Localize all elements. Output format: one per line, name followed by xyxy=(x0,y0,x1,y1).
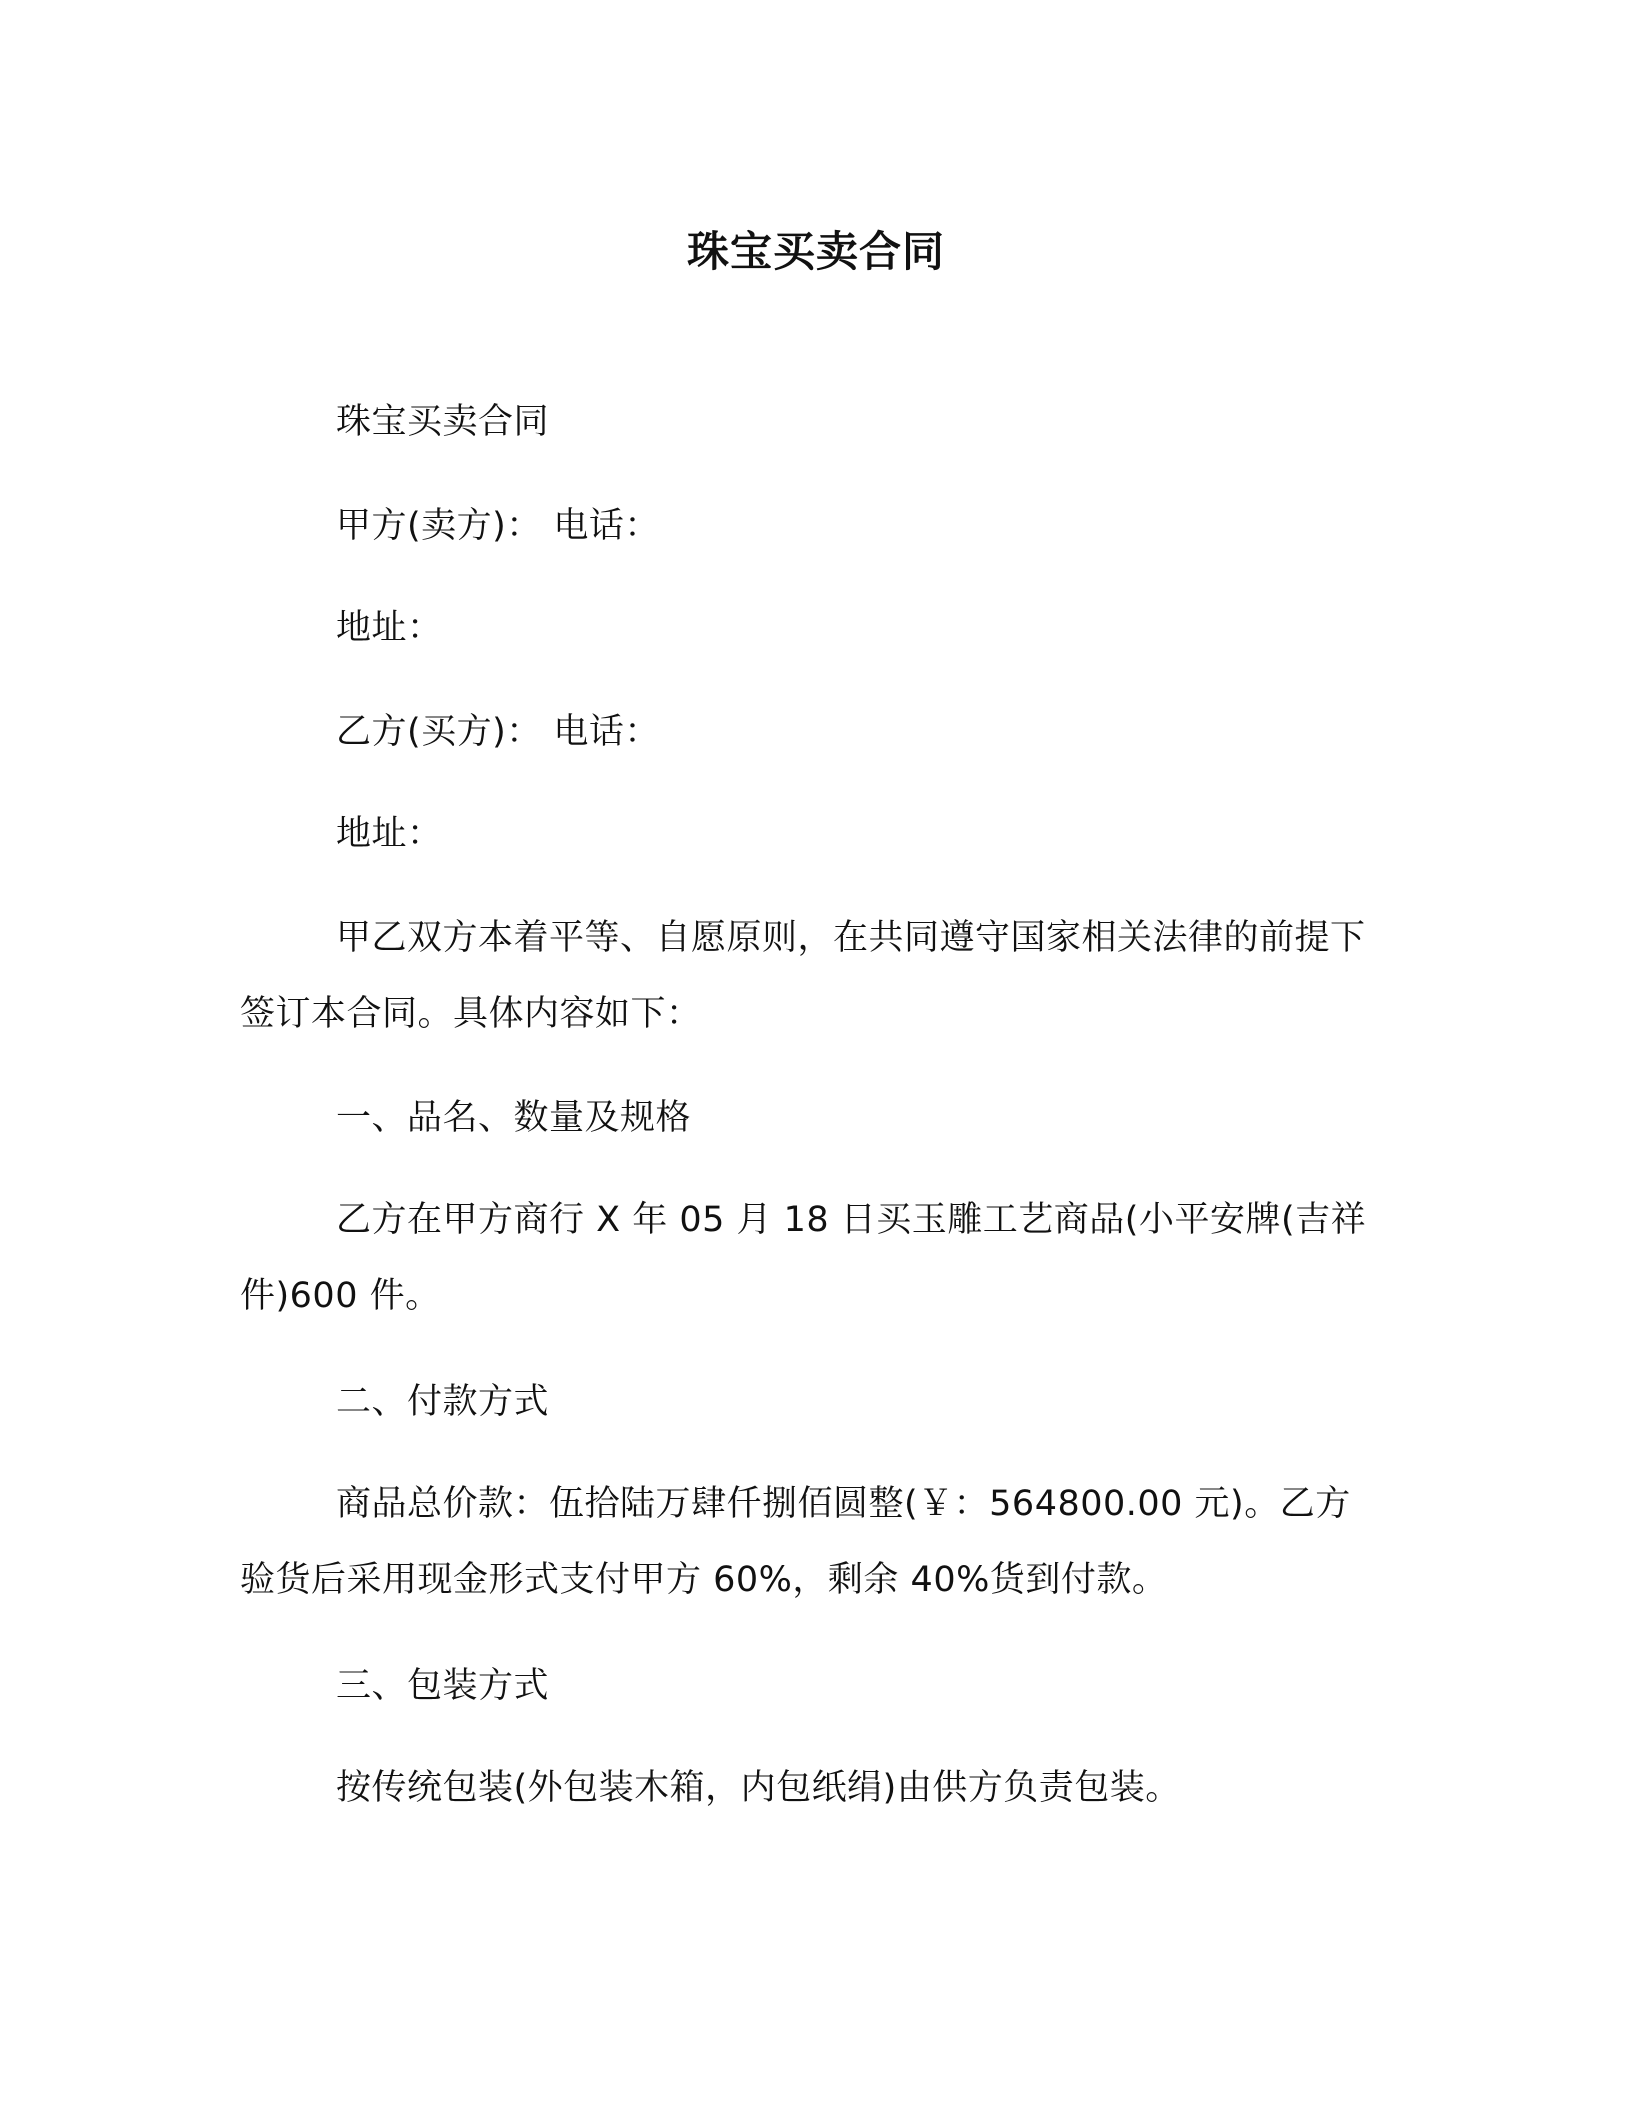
paragraph-packaging: 按传统包装(外包装木箱，内包纸绢)由供方负责包装。 xyxy=(336,1768,1181,1808)
section-heading-3: 三、包装方式 xyxy=(336,1666,550,1706)
paragraph-party-a: 甲方(卖方)： 电话： xyxy=(336,506,660,546)
paragraph-contract-name: 珠宝买卖合同 xyxy=(336,402,550,442)
paragraph-preamble: 甲乙双方本着平等、自愿原则，在共同遵守国家相关法律的前提下签订本合同。具体内容如下： xyxy=(240,918,1366,1034)
paragraph-party-b: 乙方(买方)： 电话： xyxy=(336,712,660,752)
paragraph-party-b-address: 地址： xyxy=(336,814,443,854)
section-heading-1: 一、品名、数量及规格 xyxy=(336,1098,692,1138)
paragraph-product-details: 乙方在甲方商行 X 年 05 月 18 日买玉雕工艺商品(小平安牌(吉祥件)600 件。 xyxy=(240,1200,1367,1316)
section-heading-2: 二、付款方式 xyxy=(336,1382,550,1422)
document-title: 珠宝买卖合同 xyxy=(686,227,945,276)
paragraph-party-a-address: 地址： xyxy=(336,608,443,648)
paragraph-payment-terms: 商品总价款：伍拾陆万肆仟捌佰圆整(￥：564800.00 元)。乙方验货后采用现金形式支付甲方 60%，剩余 40%货到付款。 xyxy=(240,1484,1351,1600)
